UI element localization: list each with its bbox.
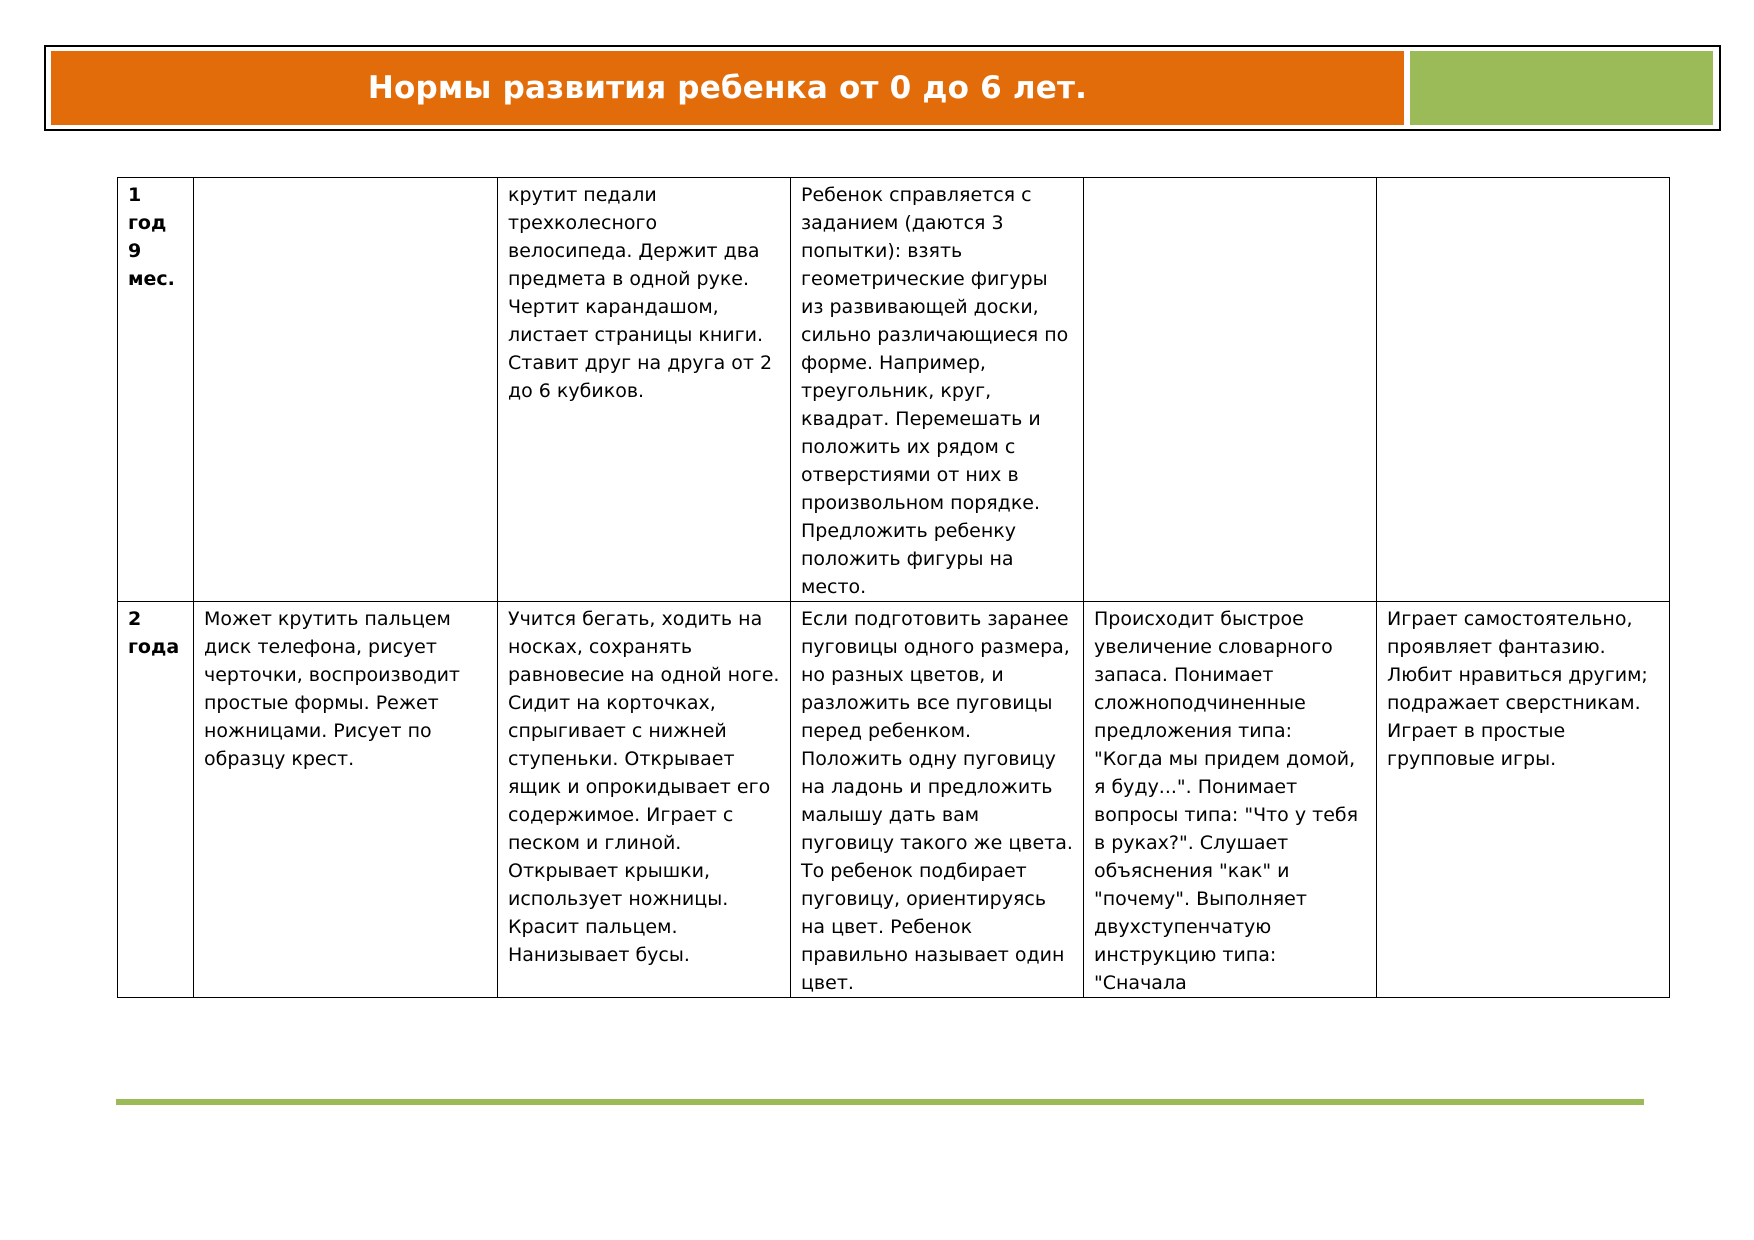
header-banner bbox=[44, 45, 1721, 131]
table-cell bbox=[1377, 602, 1670, 998]
development-norms-table bbox=[117, 177, 1670, 998]
age-label: 1 год 9 мес. bbox=[128, 184, 175, 290]
table-cell bbox=[791, 178, 1084, 602]
table-cell bbox=[194, 178, 498, 602]
table-row bbox=[118, 602, 1670, 998]
header-title-bar bbox=[51, 51, 1404, 125]
table-cell bbox=[791, 602, 1084, 998]
footer-divider bbox=[116, 1099, 1644, 1105]
cell-text: Играет самостоятельно, проявляет фантазию. Любит нравиться другим; подражает сверстникам. Играет в простые групповые игры. bbox=[1387, 608, 1648, 770]
cell-text: Может крутить пальцем диск телефона, рисует черточки, воспроизводит простые формы. Режет ножницами. Рисует по образцу крест. bbox=[204, 608, 460, 770]
table-cell bbox=[1084, 178, 1377, 602]
table-cell bbox=[194, 602, 498, 998]
cell-text: Если подготовить заранее пуговицы одного размера, но разных цветов, и разложить все пуговицы перед ребенком. Положить одну пуговицу на ладонь и предложить малышу дать вам пуговицу такого же цвета. То ребенок подбирает пуговицу, ориентируясь на цвет. Ребенок правильно называет один цвет. bbox=[801, 608, 1073, 994]
table-cell bbox=[498, 178, 791, 602]
age-label: 2 года bbox=[128, 608, 180, 658]
table-row bbox=[118, 178, 1670, 602]
cell-text: Ребенок справляется с заданием (даются 3 попытки): взять геометрические фигуры из развивающей доски, сильно различающиеся по форме. Например, треугольник, круг, квадрат. Перемешать и положить их рядом с отверстиями от них в произвольном порядке. Предложить ребенку положить фигуры на место. bbox=[801, 184, 1069, 598]
age-cell bbox=[118, 602, 194, 998]
table-cell bbox=[1377, 178, 1670, 602]
cell-text: Учится бегать, ходить на носках, сохранять равновесие на одной ноге. Сидит на корточках, спрыгивает с нижней ступеньки. Открывает ящик и опрокидывает его содержимое. Играет с песком и глиной. Открывает крышки, использует ножницы. Красит пальцем. Нанизывает бусы. bbox=[508, 608, 780, 966]
table-cell bbox=[1084, 602, 1377, 998]
header-accent-block bbox=[1410, 51, 1713, 125]
cell-text: крутит педали трехколесного велосипеда. Держит два предмета в одной руке. Чертит карандашом, листает страницы книги. Ставит друг на друга от 2 до 6 кубиков. bbox=[508, 184, 773, 402]
table-cell bbox=[498, 602, 791, 998]
page-title: Нормы развития ребенка от 0 до 6 лет. bbox=[367, 70, 1088, 106]
cell-text: Происходит быстрое увеличение словарного запаса. Понимает сложноподчиненные предложения типа: "Когда мы придем домой, я буду...". Понимает вопросы типа: "Что у тебя в руках?". Слушает объяснения "как" и "почему". Выполняет двухступенчатую инструкцию типа: "Сначала bbox=[1094, 608, 1359, 994]
age-cell bbox=[118, 178, 194, 602]
